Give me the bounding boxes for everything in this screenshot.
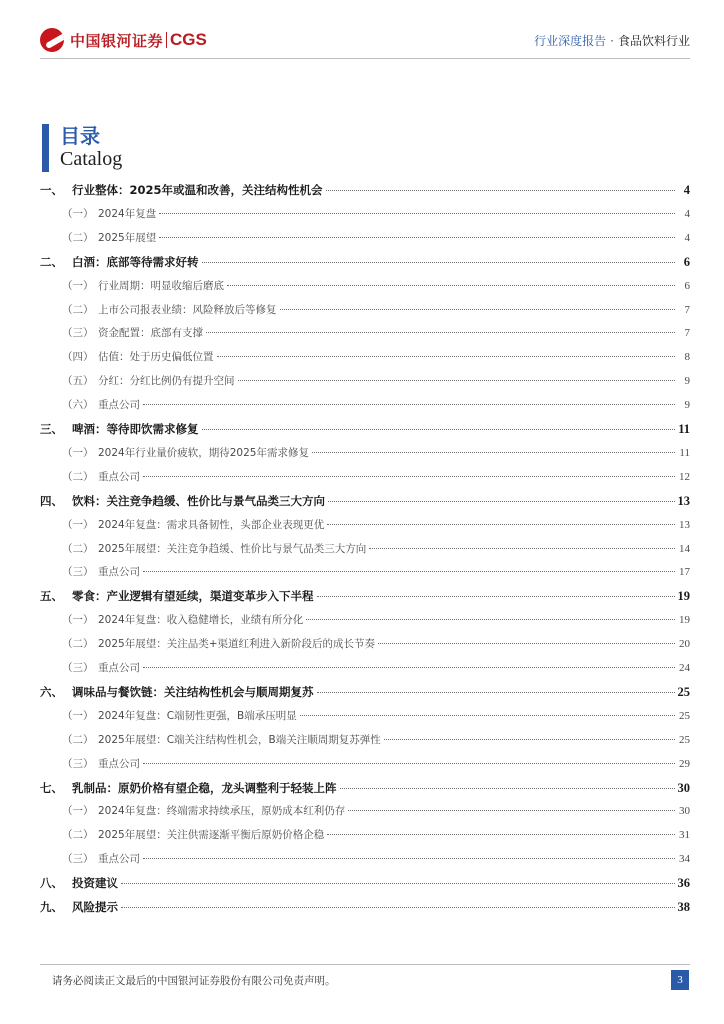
toc-section-entry[interactable] xyxy=(40,708,690,728)
toc-leader-dots xyxy=(121,883,675,884)
toc-entry-number: 五、 xyxy=(40,589,63,604)
toc-entry-page: 4 xyxy=(684,207,690,220)
toc-entry-page: 31 xyxy=(679,829,690,842)
toc-leader-dots xyxy=(143,667,675,668)
toc-entry-number: （六） xyxy=(62,399,94,412)
page-title: 目录 xyxy=(60,124,100,148)
toc-section-entry[interactable] xyxy=(40,445,690,465)
toc-entry-number: （二） xyxy=(62,303,94,316)
toc-entry-title: 2024年复盘：C端韧性更强，B端承压明显 xyxy=(98,709,297,722)
toc-chapter-entry[interactable] xyxy=(40,875,690,895)
toc-entry-page: 7 xyxy=(684,327,690,340)
toc-section-entry[interactable] xyxy=(40,612,690,632)
toc-leader-dots xyxy=(143,571,675,572)
toc-entry-page: 12 xyxy=(679,470,690,483)
toc-entry-title: 调味品与餐饮链：关注结构性机会与顺周期复苏 xyxy=(72,684,314,699)
toc-section-entry[interactable] xyxy=(40,302,690,322)
toc-entry-title: 2025年展望：C端关注结构性机会，B端关注顺周期复苏弹性 xyxy=(98,733,381,746)
footer-divider xyxy=(40,964,690,965)
toc-section-entry[interactable] xyxy=(40,517,690,537)
toc-entry-number: （一） xyxy=(62,446,94,459)
toc-entry-number: 三、 xyxy=(40,422,63,436)
toc-leader-dots xyxy=(159,237,675,238)
toc-leader-dots xyxy=(143,858,675,859)
toc-entry-number: （五） xyxy=(62,375,94,388)
toc-entry-title: 行业周期：明显收缩后磨底 xyxy=(98,279,224,292)
toc-leader-dots xyxy=(143,763,675,764)
brand-name-cn: 中国银河证券 xyxy=(70,31,164,50)
toc-leader-dots xyxy=(378,643,675,644)
toc-entry-number: （二） xyxy=(62,733,94,746)
toc-chapter-entry[interactable] xyxy=(40,493,690,513)
toc-entry-title: 上市公司报表业绩：风险释放后等修复 xyxy=(98,303,277,316)
title-accent-bar xyxy=(42,124,49,172)
toc-leader-dots xyxy=(121,907,675,908)
page-number: 3 xyxy=(671,970,689,990)
toc-entry-page: 30 xyxy=(677,780,690,795)
toc-entry-title: 2024年复盘：终端需求持续承压，原奶成本红利仍存 xyxy=(98,805,346,818)
toc-entry-title: 2024年复盘 xyxy=(98,207,157,220)
toc-entry-title: 啤酒：等待即饮需求修复 xyxy=(72,422,199,436)
toc-entry-number: （三） xyxy=(62,566,94,579)
toc-entry-page: 25 xyxy=(677,684,690,699)
toc-entry-title: 2024年复盘：收入稳健增长，业绩有所分化 xyxy=(98,614,304,627)
toc-section-entry[interactable] xyxy=(40,851,690,871)
toc-entry-page: 4 xyxy=(684,231,690,244)
toc-entry-page: 20 xyxy=(679,638,690,651)
toc-leader-dots xyxy=(206,332,675,333)
toc-entry-number: （三） xyxy=(62,662,94,674)
toc-entry-number: （三） xyxy=(62,757,94,770)
toc-entry-number: （一） xyxy=(62,518,94,531)
toc-entry-number: 九、 xyxy=(40,900,63,914)
toc-leader-dots xyxy=(340,788,675,789)
industry-name: 食品饮料行业 xyxy=(617,34,690,48)
toc-section-entry[interactable] xyxy=(40,636,690,656)
toc-section-entry[interactable] xyxy=(40,541,690,561)
toc-entry-title: 重点公司 xyxy=(98,399,140,412)
toc-entry-number: 一、 xyxy=(40,183,63,197)
toc-entry-page: 25 xyxy=(679,709,690,722)
toc-entry-number: （一） xyxy=(62,709,94,722)
toc-entry-title: 重点公司 xyxy=(98,662,140,674)
toc-section-entry[interactable] xyxy=(40,397,690,417)
toc-leader-dots xyxy=(348,810,675,811)
toc-leader-dots xyxy=(328,501,675,502)
toc-entry-page: 6 xyxy=(684,279,690,292)
toc-entry-title: 重点公司 xyxy=(98,853,140,866)
toc-leader-dots xyxy=(202,429,676,430)
toc-entry-number: （二） xyxy=(62,542,94,555)
header-separator: · xyxy=(610,34,614,48)
toc-chapter-entry[interactable] xyxy=(40,588,690,608)
toc-entry-number: 七、 xyxy=(40,780,63,795)
toc-leader-dots xyxy=(317,596,675,597)
toc-entry-title: 投资建议 xyxy=(72,876,118,891)
toc-entry-page: 11 xyxy=(678,422,690,436)
toc-leader-dots xyxy=(143,404,675,405)
toc-leader-dots xyxy=(202,262,676,263)
toc-entry-number: （一） xyxy=(62,279,94,292)
toc-leader-dots xyxy=(238,380,676,381)
toc-leader-dots xyxy=(280,309,676,310)
toc-entry-page: 11 xyxy=(679,446,690,459)
toc-entry-page: 13 xyxy=(679,518,690,531)
toc-leader-dots xyxy=(326,190,675,191)
toc-entry-number: （二） xyxy=(62,231,94,244)
toc-entry-title: 乳制品：原奶价格有望企稳，龙头调整利于轻装上阵 xyxy=(72,780,337,795)
toc-entry-title: 零食：产业逻辑有望延续，渠道变革步入下半程 xyxy=(72,589,314,604)
toc-entry-title: 2025年展望：关注竞争趋缓、性价比与景气品类三大方向 xyxy=(98,542,367,555)
toc-entry-page: 19 xyxy=(679,614,690,627)
toc-entry-number: 四、 xyxy=(40,493,63,508)
toc-entry-page: 7 xyxy=(684,303,690,316)
toc-entry-title: 资金配置：底部有支撑 xyxy=(98,327,203,340)
brand-logo-icon xyxy=(40,28,64,52)
toc-entry-number: （四） xyxy=(62,351,94,364)
toc-entry-number: （一） xyxy=(62,207,94,220)
toc-entry-page: 17 xyxy=(679,566,690,579)
report-category xyxy=(534,32,690,49)
toc-entry-number: 八、 xyxy=(40,876,63,891)
toc-leader-dots xyxy=(143,476,675,477)
toc-entry-number: 二、 xyxy=(40,254,63,269)
toc-entry-page: 19 xyxy=(677,589,690,604)
toc-entry-title: 2024年复盘：需求具备韧性，头部企业表现更优 xyxy=(98,518,325,531)
toc-entry-title: 白酒：底部等待需求好转 xyxy=(72,254,199,269)
toc-chapter-entry[interactable] xyxy=(40,421,690,441)
toc-leader-dots xyxy=(300,715,675,716)
toc-entry-page: 24 xyxy=(679,662,690,674)
toc-entry-title: 分红：分红比例仍有提升空间 xyxy=(98,375,235,388)
toc-entry-page: 30 xyxy=(679,805,690,818)
toc-entry-page: 6 xyxy=(683,254,690,269)
toc-chapter-entry[interactable] xyxy=(40,780,690,800)
toc-leader-dots xyxy=(384,739,675,740)
toc-chapter-entry[interactable] xyxy=(40,684,690,704)
toc-section-entry[interactable] xyxy=(40,564,690,584)
page-subtitle: Catalog xyxy=(60,148,123,170)
toc-entry-title: 重点公司 xyxy=(98,566,140,579)
toc-chapter-entry[interactable] xyxy=(40,254,690,274)
toc-entry-number: （三） xyxy=(62,327,94,340)
report-type: 行业深度报告 xyxy=(534,34,607,48)
toc-entry-number: （一） xyxy=(62,805,94,818)
toc-chapter-entry[interactable] xyxy=(40,899,690,919)
toc-entry-title: 重点公司 xyxy=(98,470,140,483)
toc-section-entry[interactable] xyxy=(40,803,690,823)
toc-entry-page: 4 xyxy=(683,183,690,197)
toc-entry-page: 9 xyxy=(684,399,690,412)
toc-entry-page: 25 xyxy=(679,733,690,746)
header-divider xyxy=(40,58,690,59)
toc-section-entry[interactable] xyxy=(40,756,690,776)
toc-entry-number: （三） xyxy=(62,853,94,866)
footer-disclaimer: 请务必阅读正文最后的中国银河证券股份有限公司免责声明。 xyxy=(52,975,336,987)
toc-entry-title: 重点公司 xyxy=(98,757,140,770)
toc-entry-page: 34 xyxy=(679,853,690,866)
toc-section-entry[interactable] xyxy=(40,732,690,752)
brand-divider xyxy=(166,32,167,48)
toc-leader-dots xyxy=(327,524,675,525)
toc-entry-page: 29 xyxy=(679,757,690,770)
toc-section-entry[interactable] xyxy=(40,230,690,250)
toc-entry-title: 2025年展望：关注供需逐渐平衡后原奶价格企稳 xyxy=(98,829,325,842)
toc-leader-dots xyxy=(227,285,675,286)
toc-section-entry[interactable] xyxy=(40,827,690,847)
toc-section-entry[interactable] xyxy=(40,660,690,680)
toc-section-entry[interactable] xyxy=(40,278,690,298)
toc-entry-page: 38 xyxy=(677,900,690,914)
toc-leader-dots xyxy=(159,213,675,214)
toc-entry-title: 风险提示 xyxy=(72,900,118,914)
toc-leader-dots xyxy=(312,452,675,453)
toc-entry-title: 2025年展望 xyxy=(98,231,157,244)
toc-entry-number: （二） xyxy=(62,829,94,842)
toc-entry-page: 13 xyxy=(677,493,690,508)
toc-entry-page: 36 xyxy=(677,876,690,891)
toc-entry-number: （一） xyxy=(62,614,94,627)
brand-name-en: CGS xyxy=(170,30,207,49)
toc-section-entry[interactable] xyxy=(40,325,690,345)
toc-section-entry[interactable] xyxy=(40,349,690,369)
toc-entry-title: 2024年行业量价疲软，期待2025年需求修复 xyxy=(98,446,309,459)
toc-leader-dots xyxy=(369,548,675,549)
toc-leader-dots xyxy=(327,834,675,835)
toc-leader-dots xyxy=(317,692,675,693)
toc-section-entry[interactable] xyxy=(40,206,690,226)
toc-entry-title: 行业整体：2025年或温和改善，关注结构性机会 xyxy=(72,183,323,197)
toc-leader-dots xyxy=(306,619,675,620)
toc-entry-page: 14 xyxy=(679,542,690,555)
brand-logo xyxy=(40,26,207,54)
toc-entry-page: 8 xyxy=(684,351,690,364)
toc-entry-title: 饮料：关注竞争趋缓、性价比与景气品类三大方向 xyxy=(72,493,325,508)
toc-entry-page: 9 xyxy=(684,375,690,388)
toc-leader-dots xyxy=(217,356,676,357)
toc-chapter-entry[interactable] xyxy=(40,182,690,202)
toc-entry-title: 2025年展望：关注品类+渠道红利进入新阶段后的成长节奏 xyxy=(98,638,376,651)
toc-entry-number: （二） xyxy=(62,470,94,483)
toc-section-entry[interactable] xyxy=(40,469,690,489)
toc-section-entry[interactable] xyxy=(40,373,690,393)
page-header xyxy=(40,24,690,56)
toc-entry-title: 估值：处于历史偏低位置 xyxy=(98,351,214,364)
toc-entry-number: （二） xyxy=(62,638,94,651)
toc-entry-number: 六、 xyxy=(40,684,63,699)
